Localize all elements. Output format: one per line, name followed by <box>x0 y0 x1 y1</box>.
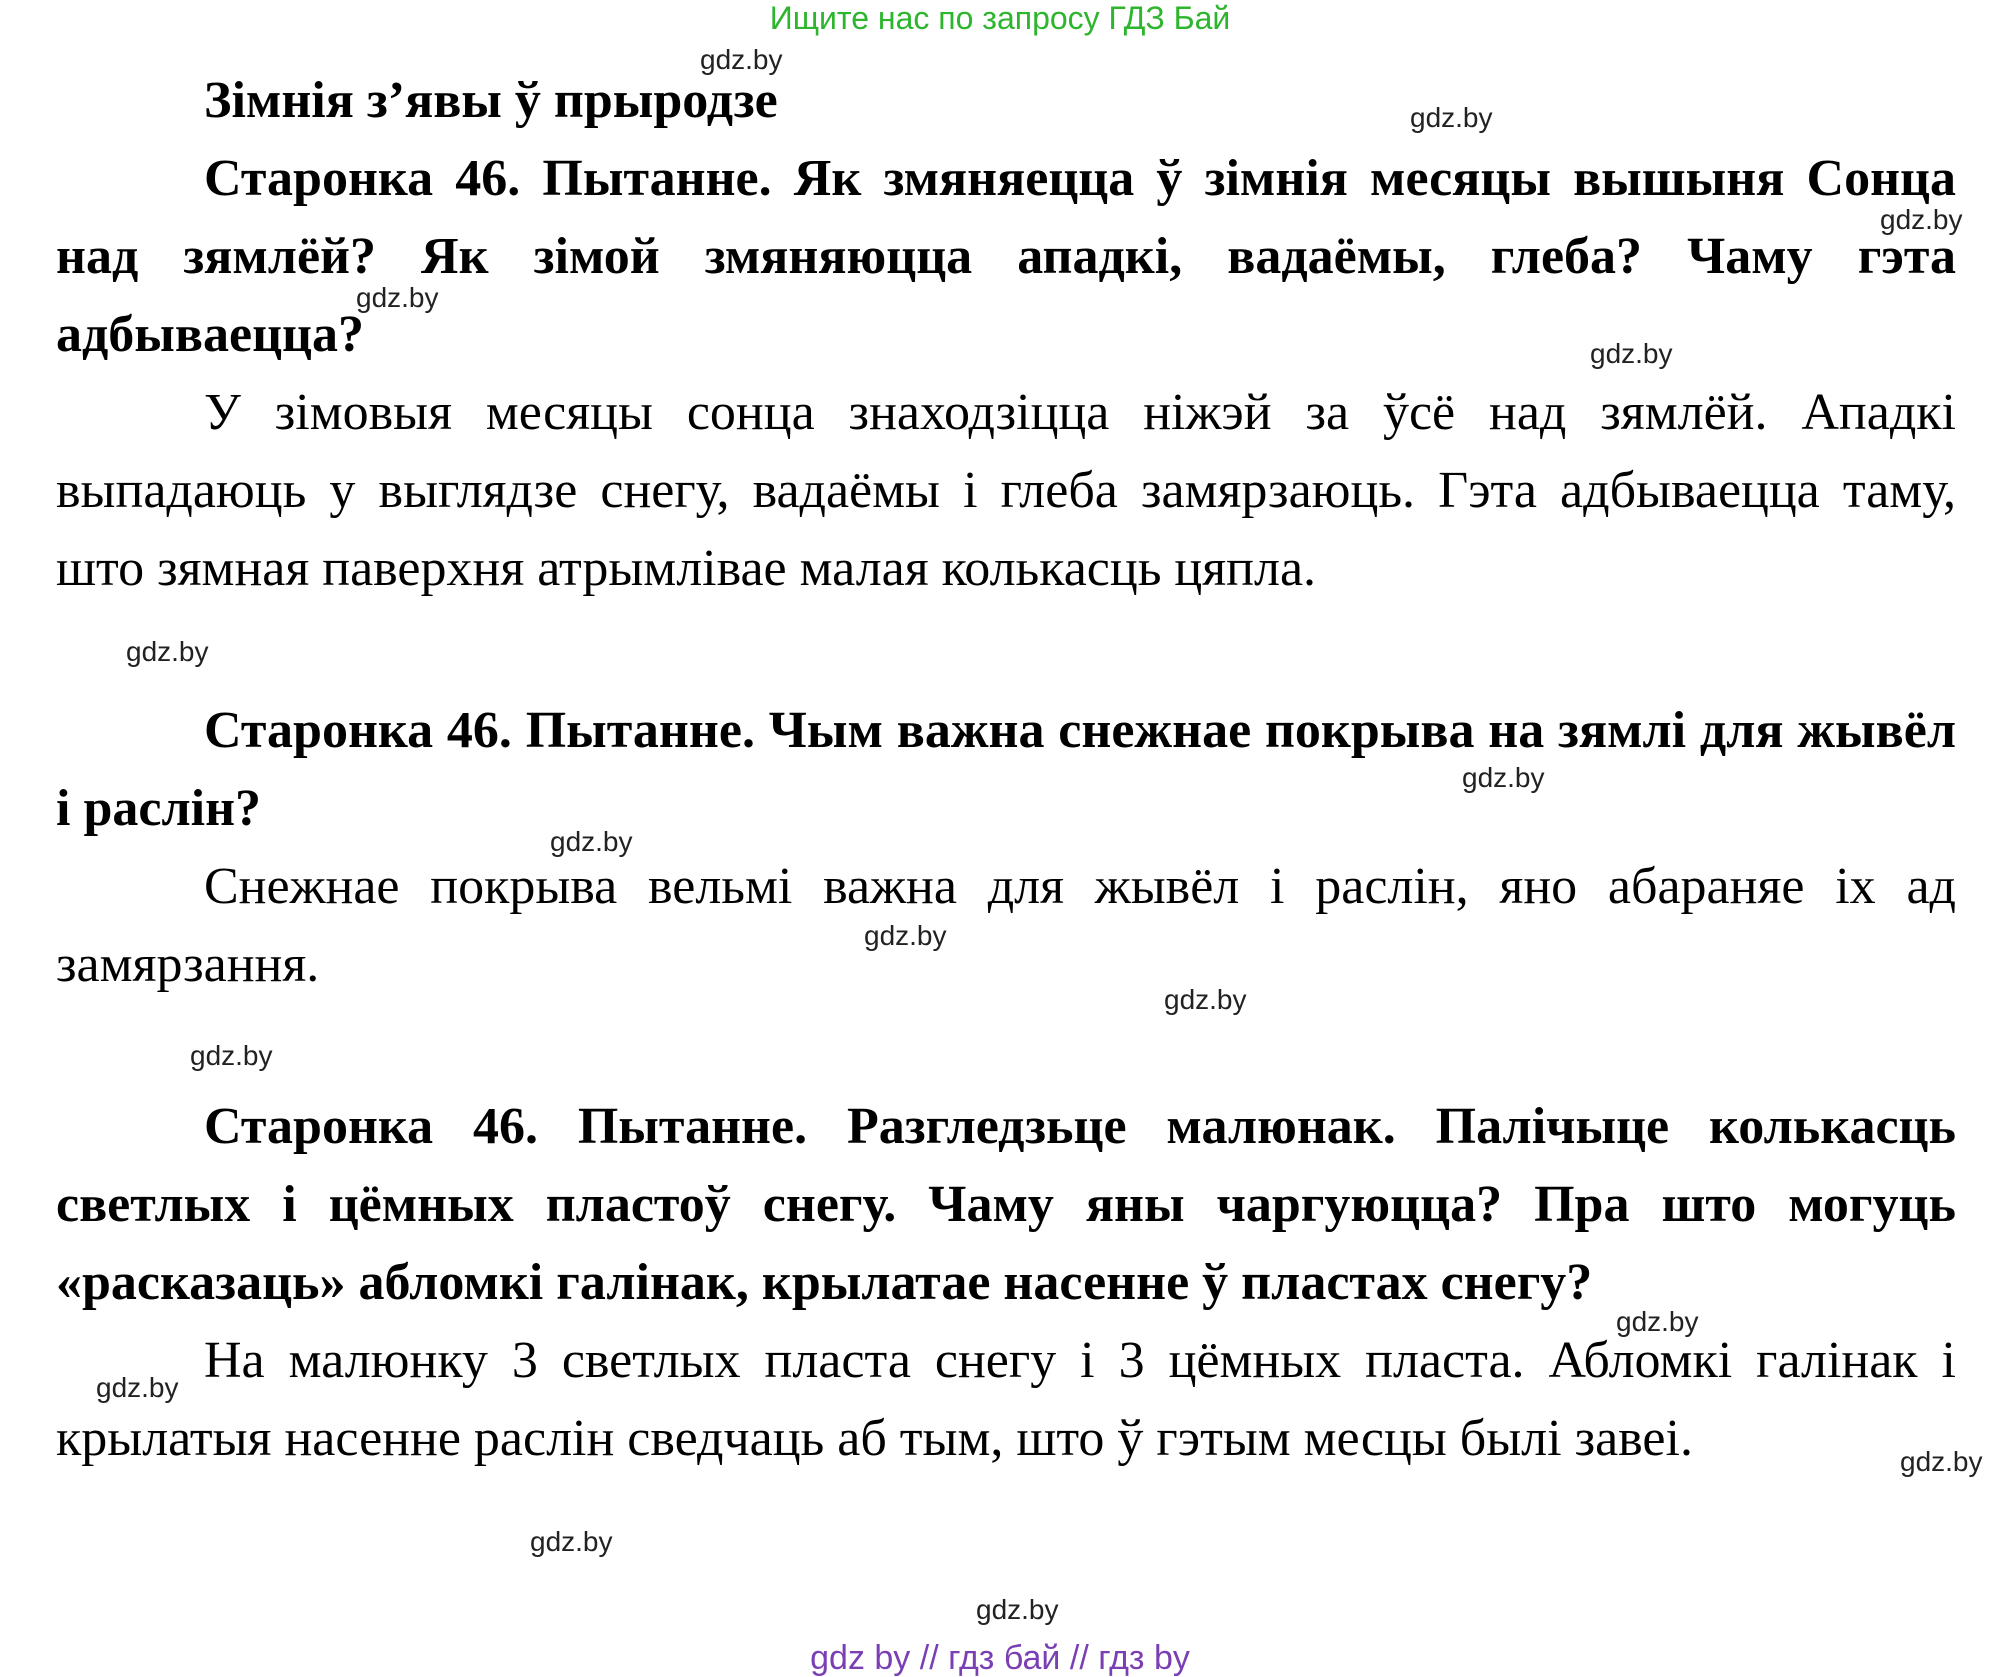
watermark: gdz.by <box>1410 102 1493 133</box>
search-banner: Ищите нас по запросу ГДЗ Бай <box>769 0 1231 36</box>
watermark: gdz.by <box>1164 984 1247 1015</box>
watermark: gdz.by <box>530 1526 613 1557</box>
watermark: gdz.by <box>96 1372 179 1403</box>
watermark: gdz.by <box>1900 1446 1983 1477</box>
watermark: gdz.by <box>190 1040 273 1071</box>
watermark: gdz.by <box>1616 1306 1699 1337</box>
watermark: gdz.by <box>1462 762 1545 793</box>
watermark: gdz.by <box>550 826 633 857</box>
answer-text: У зімовыя месяцы сонца знаходзіцца ніжэй за ўсё над зямлёй. Ападкі выпадаюць у выглядзе снегу, вадаёмы і глеба замярзаюць. Гэта адбываецца таму, што зямная паверхня атрымлівае малая колькасць цяпла. <box>56 384 1956 597</box>
watermark: gdz.by <box>700 44 783 75</box>
watermark: gdz.by <box>1590 338 1673 369</box>
answer-text: Снежнае покрыва вельмі важна для жывёл і раслін, яно абараняе іх ад замярзання. <box>56 858 1956 993</box>
document-body <box>56 62 1956 1478</box>
watermark: gdz.by <box>976 1594 1059 1625</box>
question-text: Старонка 46. Пытанне. Чым важна снежнае покрыва на зямлі для жывёл і раслін? <box>56 702 1956 837</box>
qa-block-3 <box>56 1088 1956 1478</box>
qa-block-1 <box>56 140 1956 608</box>
question-text: Старонка 46. Пытанне. Як змяняецца ў зімнія месяцы вышыня Сонца над зямлёй? Як зімой змяняюцца ападкі, вадаёмы, глеба? Чаму гэта адбываецца? <box>56 150 1956 363</box>
watermark: gdz.by <box>126 636 209 667</box>
footer-links: gdz by // гдз бай // гдз by <box>810 1639 1190 1677</box>
qa-block-2 <box>56 692 1956 1004</box>
section-title: Зімнія з’явы ў прыродзе <box>204 72 778 129</box>
question-text: Старонка 46. Пытанне. Разгледзьце малюнак. Палічыце колькасць светлых і цёмных пластоў снегу. Чаму яны чаргуюцца? Пра што могуць «расказаць» абломкі галінак, крылатае насенне ў пластах снегу? <box>56 1098 1956 1311</box>
watermark: gdz.by <box>864 920 947 951</box>
watermark: gdz.by <box>356 282 439 313</box>
answer-text: На малюнку 3 светлых пласта снегу і 3 цёмных пласта. Абломкі галінак і крылатыя насенне раслін сведчаць аб тым, што ў гэтым месцы былі завеі. <box>56 1332 1956 1467</box>
watermark: gdz.by <box>1880 204 1963 235</box>
